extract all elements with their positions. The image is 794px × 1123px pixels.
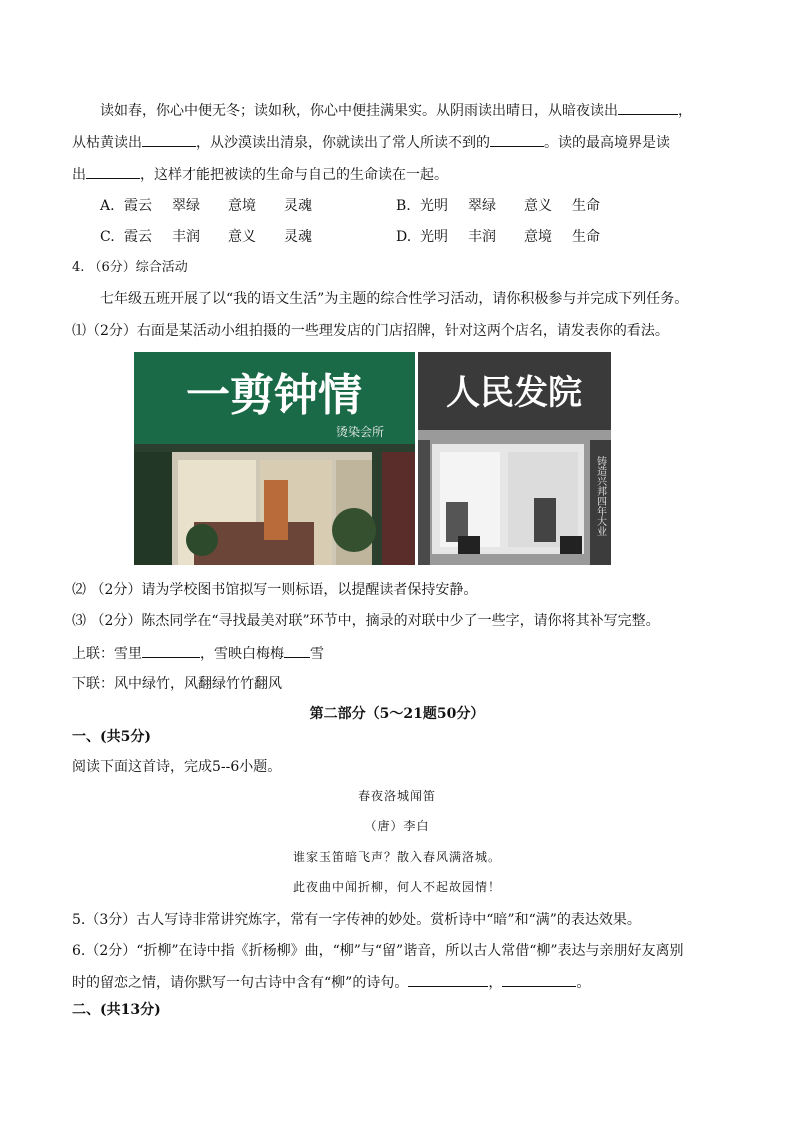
- poem-line-1: 谁家玉笛暗飞声？散入春风满洛城。: [292, 850, 501, 864]
- option-word: 灵魂: [284, 229, 312, 245]
- option-letter: D.: [396, 229, 412, 245]
- q4-sub3: ⑶ （2分）陈杰同学在“寻找最美对联”环节中，摘录的对联中少了一些字，请你将其补写完整。: [72, 613, 660, 629]
- option-word: 光明: [420, 229, 448, 245]
- couplet-lower: 下联：风中绿竹，风翻绿竹竹翻风: [72, 676, 282, 692]
- text: 。: [576, 975, 591, 991]
- answer-blank[interactable]: [142, 132, 196, 147]
- text: 从枯黄读出: [72, 135, 142, 151]
- q6-line-1: 6.（2分）“折柳”在诗中指《折杨柳》曲，“柳”与“留”谐音，所以古人常借“柳”表达与亲朋好友离别: [72, 943, 684, 959]
- q5: 5.（3分）古人写诗非常讲究炼字，常有一字传神的妙处。赏析诗中“暗”和“满”的表达效果。: [72, 912, 641, 928]
- text: ，从沙漠读出清泉，你就读出了常人所读不到的: [196, 135, 490, 151]
- option-word: 丰润: [172, 229, 200, 245]
- q4-heading: 4. （6分）综合活动: [72, 260, 188, 275]
- answer-blank[interactable]: [618, 100, 678, 115]
- answer-blank[interactable]: [284, 643, 310, 658]
- poem-title: 春夜洛城闻笛: [357, 789, 436, 803]
- poem-line-2: 此夜曲中闻折柳，何人不起故园情！: [292, 880, 501, 894]
- q4-sub1: ⑴（2分）右面是某活动小组拍摄的一些理发店的门店招牌，针对这两个店名，请发表你的看法。: [72, 323, 669, 339]
- text: 时的留恋之情，请你默写一句古诗中含有“柳”的诗句。: [72, 975, 409, 991]
- answer-blank[interactable]: [490, 132, 544, 147]
- storefront-photo-right: [418, 352, 611, 565]
- option-word: 翠绿: [172, 198, 200, 214]
- option-c[interactable]: [100, 227, 312, 247]
- section-2-heading: 二、(共13分): [72, 1002, 161, 1018]
- option-d[interactable]: [396, 227, 600, 247]
- option-word: 丰润: [468, 229, 496, 245]
- q4-intro: 七年级五班开展了以“我的语文生活”为主题的综合性学习活动，请你积极参与并完成下列任务。: [100, 291, 689, 307]
- sign-right-side: 铸造兴邦四年大业: [594, 456, 606, 536]
- option-word: 翠绿: [468, 198, 496, 214]
- part2-title: 第二部分（5～21题50分）: [309, 706, 485, 722]
- answer-blank[interactable]: [408, 972, 488, 987]
- text: ，这样才能把被读的生命与自己的生命读在一起。: [140, 167, 448, 183]
- option-letter: C.: [100, 229, 115, 245]
- option-word: 意义: [228, 229, 256, 245]
- sign-right-text: 人民发院: [446, 373, 582, 413]
- option-word: 生命: [572, 198, 600, 214]
- text: 读如春，你心中便无冬；读如秋，你心中便挂满果实。从阴雨读出晴日，从暗夜读出: [100, 103, 618, 119]
- option-word: 光明: [420, 198, 448, 214]
- option-word: 意义: [524, 198, 552, 214]
- para-line-2: [72, 132, 670, 153]
- option-word: 霞云: [124, 229, 152, 245]
- text: ，: [488, 975, 503, 991]
- option-b[interactable]: [396, 196, 600, 216]
- couplet-upper: [72, 643, 324, 664]
- section-1-heading: 一、(共5分): [72, 729, 151, 745]
- text: 雪: [310, 646, 324, 662]
- para-line-3: [72, 164, 448, 185]
- answer-blank[interactable]: [502, 972, 576, 987]
- para-line-1: [100, 100, 692, 121]
- text: ，雪映白梅梅: [200, 646, 284, 662]
- text: ，: [678, 103, 692, 119]
- option-word: 生命: [572, 229, 600, 245]
- storefront-photo-left: [134, 352, 415, 565]
- sign-left-text: 一剪钟情: [186, 370, 362, 421]
- text: 上联：雪里: [72, 646, 142, 662]
- reading-instruction: 阅读下面这首诗，完成5--6小题。: [72, 759, 282, 775]
- option-word: 意境: [524, 229, 552, 245]
- storefront-photos: [134, 352, 611, 565]
- q4-sub2: ⑵ （2分）请为学校图书馆拟写一则标语，以提醒读者保持安静。: [72, 582, 478, 598]
- option-letter: A.: [100, 198, 115, 214]
- text: 。读的最高境界是读: [544, 135, 670, 151]
- option-word: 意境: [228, 198, 256, 214]
- answer-blank[interactable]: [142, 643, 200, 658]
- option-word: 霞云: [124, 198, 152, 214]
- q6-line-2: [72, 972, 590, 993]
- option-a[interactable]: [100, 196, 312, 216]
- sign-left-sub: 烫染会所: [335, 425, 385, 439]
- answer-blank[interactable]: [86, 164, 140, 179]
- option-letter: B.: [396, 198, 411, 214]
- text: 出: [72, 167, 86, 183]
- option-word: 灵魂: [284, 198, 312, 214]
- poem-author: （唐）李白: [364, 819, 430, 833]
